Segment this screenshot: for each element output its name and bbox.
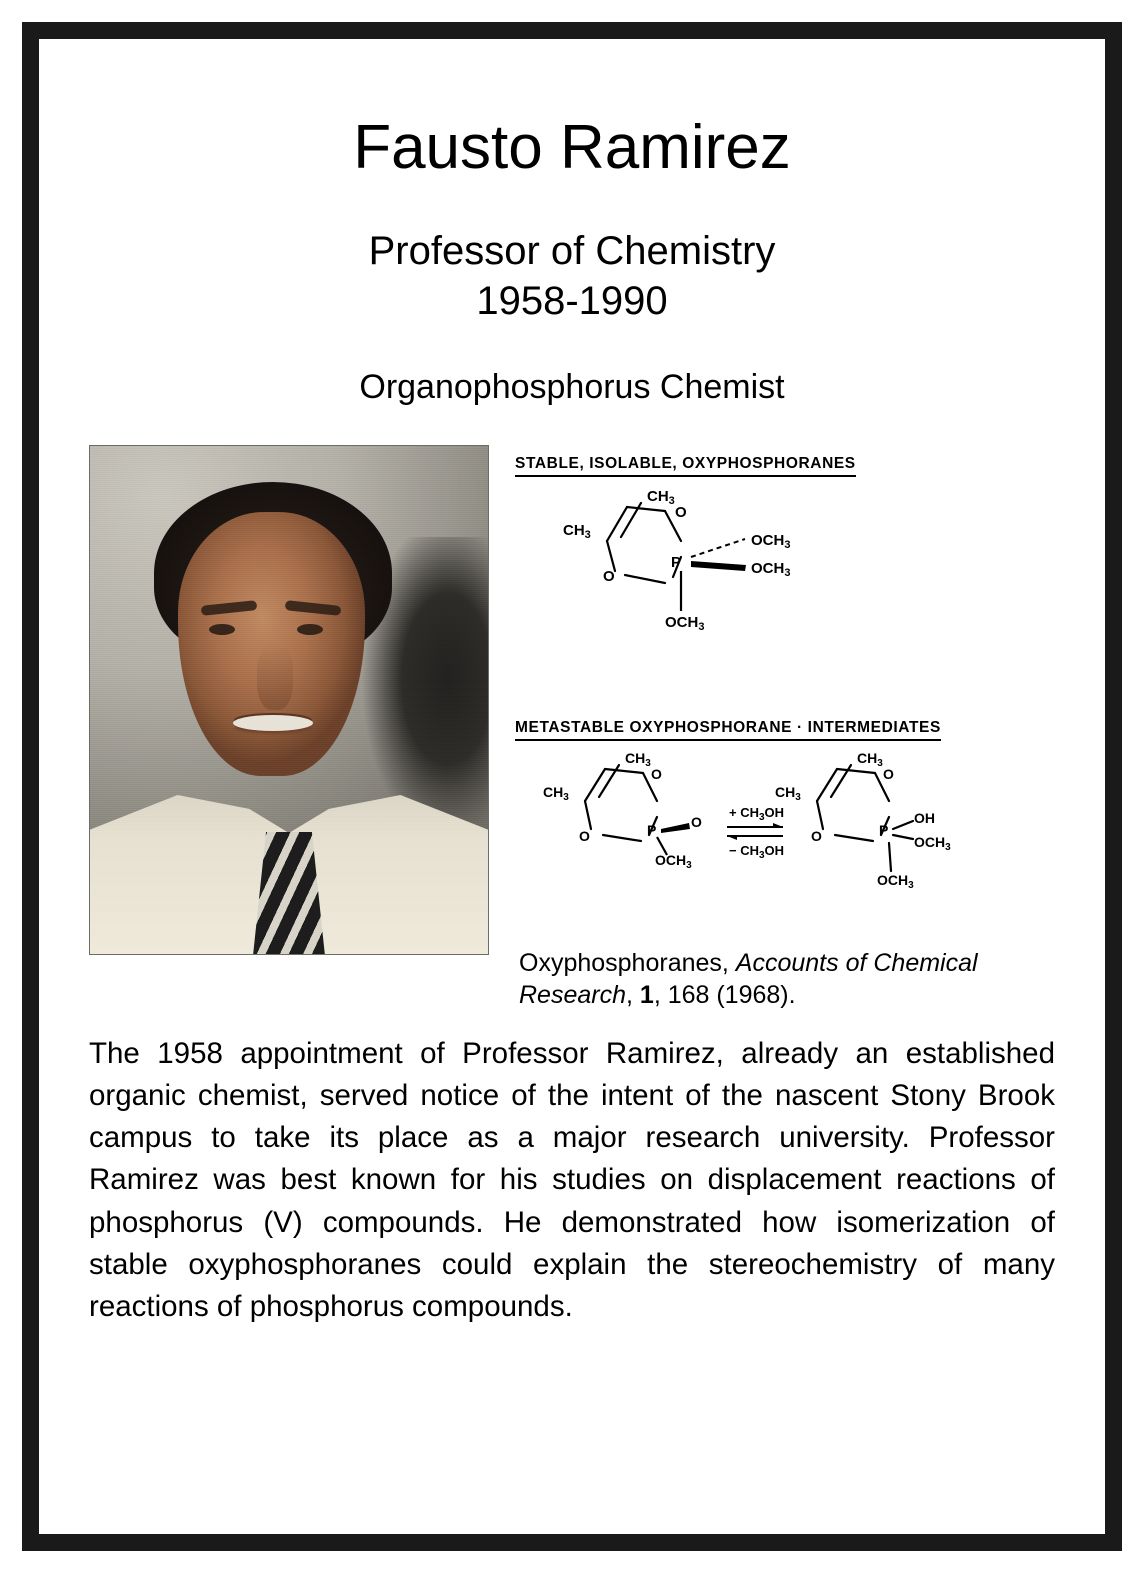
scheme2-right-ch3-top: $CH_3$: [857, 749, 883, 769]
poster-frame: [22, 22, 1122, 1551]
scheme1-label-o-bottom: O: [603, 567, 615, 585]
citation-volume: 1: [639, 980, 654, 1009]
scheme1-label-och3-b: $OCH_3$: [751, 559, 791, 579]
scheme2-right-o-bottom: O: [811, 827, 822, 844]
biography-paragraph: The 1958 appointment of Professor Ramirez, already an established organic chemist, served notice of the intent of the nascent Stony Brook campus to take its place as a major research university. Professor Ramirez was best known for his studies on displacement reactions of phosphorus (V) compounds. He demonstrated how isomerization of stable oxyphosphoranes could explain the stereochemistry of many reactions of phosphorus compounds.: [89, 1036, 1055, 1323]
citation-part2: ,: [626, 980, 640, 1009]
scheme2-arrow-reverse-label: − $CH_3OH$: [729, 842, 785, 861]
scheme2-right-och3-side: $OCH_3$: [914, 833, 951, 853]
citation-journal: Accounts of Chemical Research: [519, 948, 978, 1009]
scheme1-label-p: P: [671, 553, 682, 571]
subtitle-years: 1958-1990: [476, 278, 668, 323]
page-title: Fausto Ramirez: [353, 113, 791, 182]
photo-grain-overlay: [90, 446, 488, 954]
scheme1-label-ch3-left: $CH_3$: [563, 521, 591, 541]
scheme-stable-oxyphosphoranes: [515, 455, 1059, 679]
scheme2-left-o-bottom: O: [579, 827, 590, 844]
tagline: Organophosphorus Chemist: [359, 367, 785, 406]
scheme2-left-ch3-top: $CH_3$: [625, 749, 651, 769]
middle-section: [85, 445, 1059, 1011]
scheme1-label-och3-c: $OCH_3$: [665, 613, 705, 633]
scheme-metastable-intermediates: [515, 719, 1059, 933]
scheme2-right-oh: OH: [914, 809, 935, 826]
scheme1-label-o-top: O: [675, 503, 687, 521]
scheme2-heading: METASTABLE OXYPHOSPHORANE · INTERMEDIATES: [515, 719, 941, 741]
scheme1-label-och3-a: $OCH_3$: [751, 531, 791, 551]
scheme2-left-o-double: O: [691, 813, 702, 830]
scheme2-structure-diagram: [515, 743, 955, 933]
photo-column: [85, 445, 489, 955]
schemes-column: [515, 445, 1059, 1011]
citation-part3: , 168 (1968).: [653, 980, 796, 1009]
scheme2-left-och3: $OCH_3$: [655, 851, 692, 871]
scheme2-right-p: P: [879, 821, 889, 838]
subtitle-block: [85, 226, 1059, 326]
portrait-photo: [89, 445, 489, 955]
scheme2-right-o-top: O: [883, 765, 894, 782]
scheme1-heading: STABLE, ISOLABLE, OXYPHOSPHORANES: [515, 455, 856, 477]
citation: [515, 947, 1059, 1011]
scheme2-left-p: P: [647, 821, 657, 838]
scheme2-right-och3-bottom: $OCH_3$: [877, 871, 914, 891]
subtitle-role: Professor of Chemistry: [368, 228, 776, 273]
scheme1-structure-diagram: [515, 479, 945, 679]
scheme2-right-ch3-left: $CH_3$: [775, 783, 801, 803]
scheme2-left-ch3-left: $CH_3$: [543, 783, 569, 803]
scheme2-left-o-top: O: [651, 765, 662, 782]
citation-part1: Oxyphosphoranes,: [519, 948, 736, 977]
scheme2-arrow-forward-label: + $CH_3OH$: [729, 804, 785, 823]
scheme1-label-ch3-top: $CH_3$: [647, 487, 675, 507]
